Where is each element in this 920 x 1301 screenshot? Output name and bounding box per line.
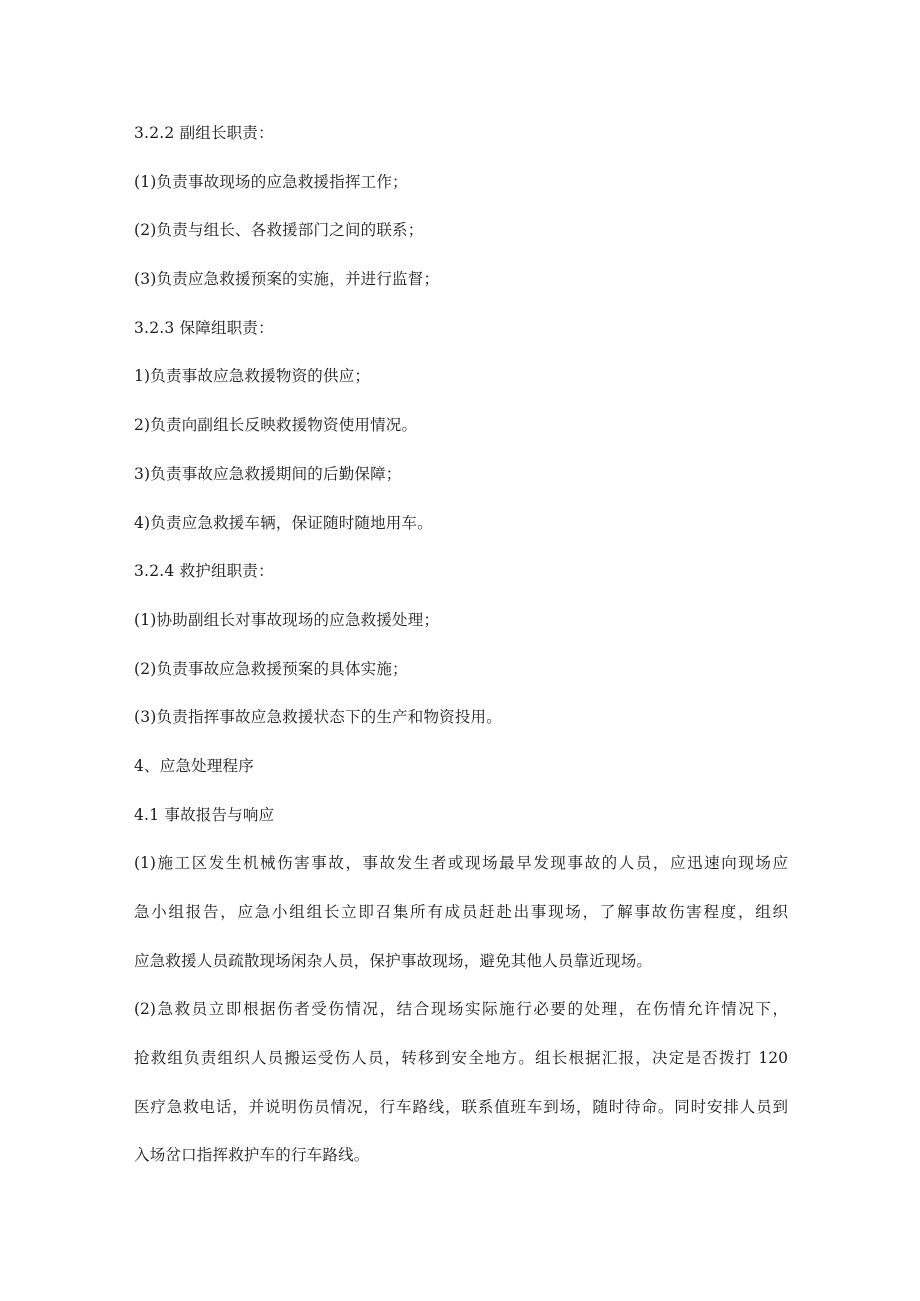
list-item: 3)负责事故应急救援期间的后勤保障； xyxy=(134,464,402,483)
list-item: (1)协助副组长对事故现场的应急救援处理； xyxy=(134,610,440,629)
list-item: (3)负责应急救援预案的实施，并进行监督； xyxy=(134,270,440,289)
paragraph-rescue xyxy=(134,998,788,1166)
paragraph-line: 医疗急救电话，并说明伤员情况，行车路线，联系值班车到场，随时待命。同时安排人员到 xyxy=(134,1097,788,1116)
heading-4: 4、应急处理程序 xyxy=(134,756,254,775)
heading-3-2-3: 3.2.3 保障组职责： xyxy=(134,318,274,337)
heading-3-2-4: 3.2.4 救护组职责： xyxy=(134,562,274,581)
paragraph-line: 抢救组负责组织人员搬运受伤人员，转移到安全地方。组长根据汇报，决定是否拨打 120 xyxy=(134,1049,788,1068)
paragraph-line: 应急救援人员疏散现场闲杂人员，保护事故现场，避免其他人员靠近现场。 xyxy=(134,951,653,970)
paragraph-line: (2)急救员立即根据伤者受伤情况，结合现场实际施行必要的处理，在伤情允许情况下， xyxy=(134,1000,788,1019)
heading-4-1: 4.1 事故报告与响应 xyxy=(134,805,275,824)
list-item: (3)负责指挥事故应急救援状态下的生产和物资投用。 xyxy=(134,708,502,727)
list-item: 4)负责应急救援车辆，保证随时随地用车。 xyxy=(134,513,433,532)
list-item: (2)负责事故应急救援预案的具体实施； xyxy=(134,659,408,678)
list-item: (1)负责事故现场的应急救援指挥工作； xyxy=(134,172,408,191)
paragraph-line: (1)施工区发生机械伤害事故，事故发生者或现场最早发现事故的人员，应迅速向现场应 xyxy=(134,854,788,873)
paragraph-line: 急小组报告，应急小组组长立即召集所有成员赶赴出事现场，了解事故伤害程度，组织 xyxy=(134,903,788,921)
list-item: (2)负责与组长、各救援部门之间的联系； xyxy=(134,221,424,240)
paragraph-line: 入场岔口指挥救护车的行车路线。 xyxy=(134,1146,370,1165)
document-body xyxy=(134,122,788,1193)
heading-3-2-2: 3.2.2 副组长职责： xyxy=(134,124,274,142)
list-item: 1)负责事故应急救援物资的供应； xyxy=(134,367,371,386)
list-item: 2)负责向副组长反映救援物资使用情况。 xyxy=(134,416,418,435)
paragraph-report xyxy=(134,852,788,971)
